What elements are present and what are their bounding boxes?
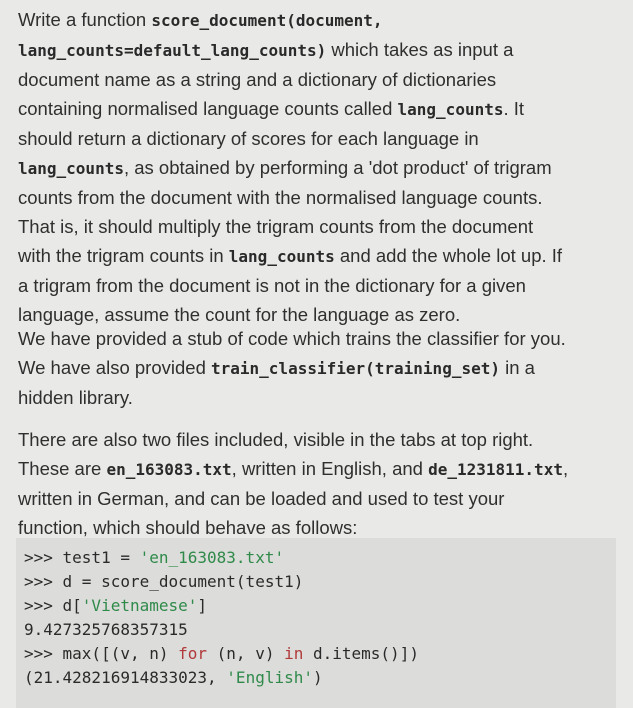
text-segment: , as obtained by performing a 'dot product' of trigram — [123, 157, 552, 178]
text-segment: counts from the document with the normalised language counts. — [18, 187, 543, 208]
text-segment: . It — [503, 98, 525, 119]
text-segment: , written in English, and — [231, 458, 429, 479]
paragraph-description — [18, 5, 618, 329]
text-segment: should return a dictionary of scores for each language in — [18, 128, 479, 149]
p1-line — [18, 65, 618, 94]
text-segment: We have also provided — [18, 357, 211, 378]
p3-line — [18, 484, 618, 513]
text-segment: a trigram from the document is not in the dictionary for a given — [18, 275, 526, 296]
p3-line — [18, 454, 618, 484]
code-line-5: >>> max([(v, n) for (n, v) in d.items()]) — [24, 644, 419, 663]
text-segment: hidden library. — [18, 387, 133, 408]
p1-line — [18, 5, 618, 35]
code-example-block — [16, 538, 616, 708]
p1-line — [18, 35, 618, 65]
text-segment: written in German, and can be loaded and used to test your — [18, 488, 505, 509]
inline-code: train_classifier(training_set) — [211, 359, 500, 378]
code-line-1: >>> test1 = 'en_163083.txt' — [24, 548, 285, 567]
p3-line — [18, 425, 618, 454]
p2-line — [18, 353, 618, 383]
text-segment: , — [562, 458, 569, 479]
text-segment: and add the whole lot up. If — [334, 245, 563, 266]
text-segment: That is, it should multiply the trigram counts from the document — [18, 216, 534, 237]
text-segment: Write a function — [18, 9, 152, 30]
inline-code: lang_counts=default_lang_counts) — [18, 41, 327, 60]
text-segment: with the trigram counts in — [18, 245, 229, 266]
p1-line — [18, 153, 618, 183]
p1-line — [18, 212, 618, 241]
text-segment: These are — [18, 458, 107, 479]
p2-line — [18, 383, 618, 412]
p1-line — [18, 241, 618, 271]
inline-code: lang_counts — [397, 100, 504, 119]
text-segment: language, assume the count for the language as zero. — [18, 304, 461, 325]
text-segment: containing normalised language counts called — [18, 98, 398, 119]
text-segment: function, which should behave as follows: — [18, 517, 358, 538]
text-segment: which takes as input a — [326, 39, 514, 60]
inline-code: lang_counts — [18, 159, 124, 178]
p1-line — [18, 124, 618, 153]
paragraph-stub-info — [18, 324, 618, 412]
code-line-3: >>> d['Vietnamese'] — [24, 596, 208, 615]
paragraph-test-files — [18, 425, 618, 542]
p1-line — [18, 94, 618, 124]
inline-code: de_1231811.txt — [428, 460, 563, 479]
text-segment: We have provided a stub of code which trains the classifier for you. — [18, 328, 566, 349]
p2-line — [18, 324, 618, 353]
text-segment: There are also two files included, visible in the tabs at top right. — [18, 429, 534, 450]
p1-line — [18, 271, 618, 300]
text-segment: in a — [499, 357, 535, 378]
text-segment: document name as a string and a dictionary of dictionaries — [18, 69, 497, 90]
p1-line — [18, 183, 618, 212]
code-line-4: 9.427325768357315 — [24, 620, 188, 639]
code-line-2: >>> d = score_document(test1) — [24, 572, 304, 591]
inline-code: score_document(document, — [151, 11, 383, 30]
code-line-6: (21.428216914833023, 'English') — [24, 668, 323, 687]
inline-code: en_163083.txt — [106, 460, 232, 479]
inline-code: lang_counts — [228, 247, 335, 266]
